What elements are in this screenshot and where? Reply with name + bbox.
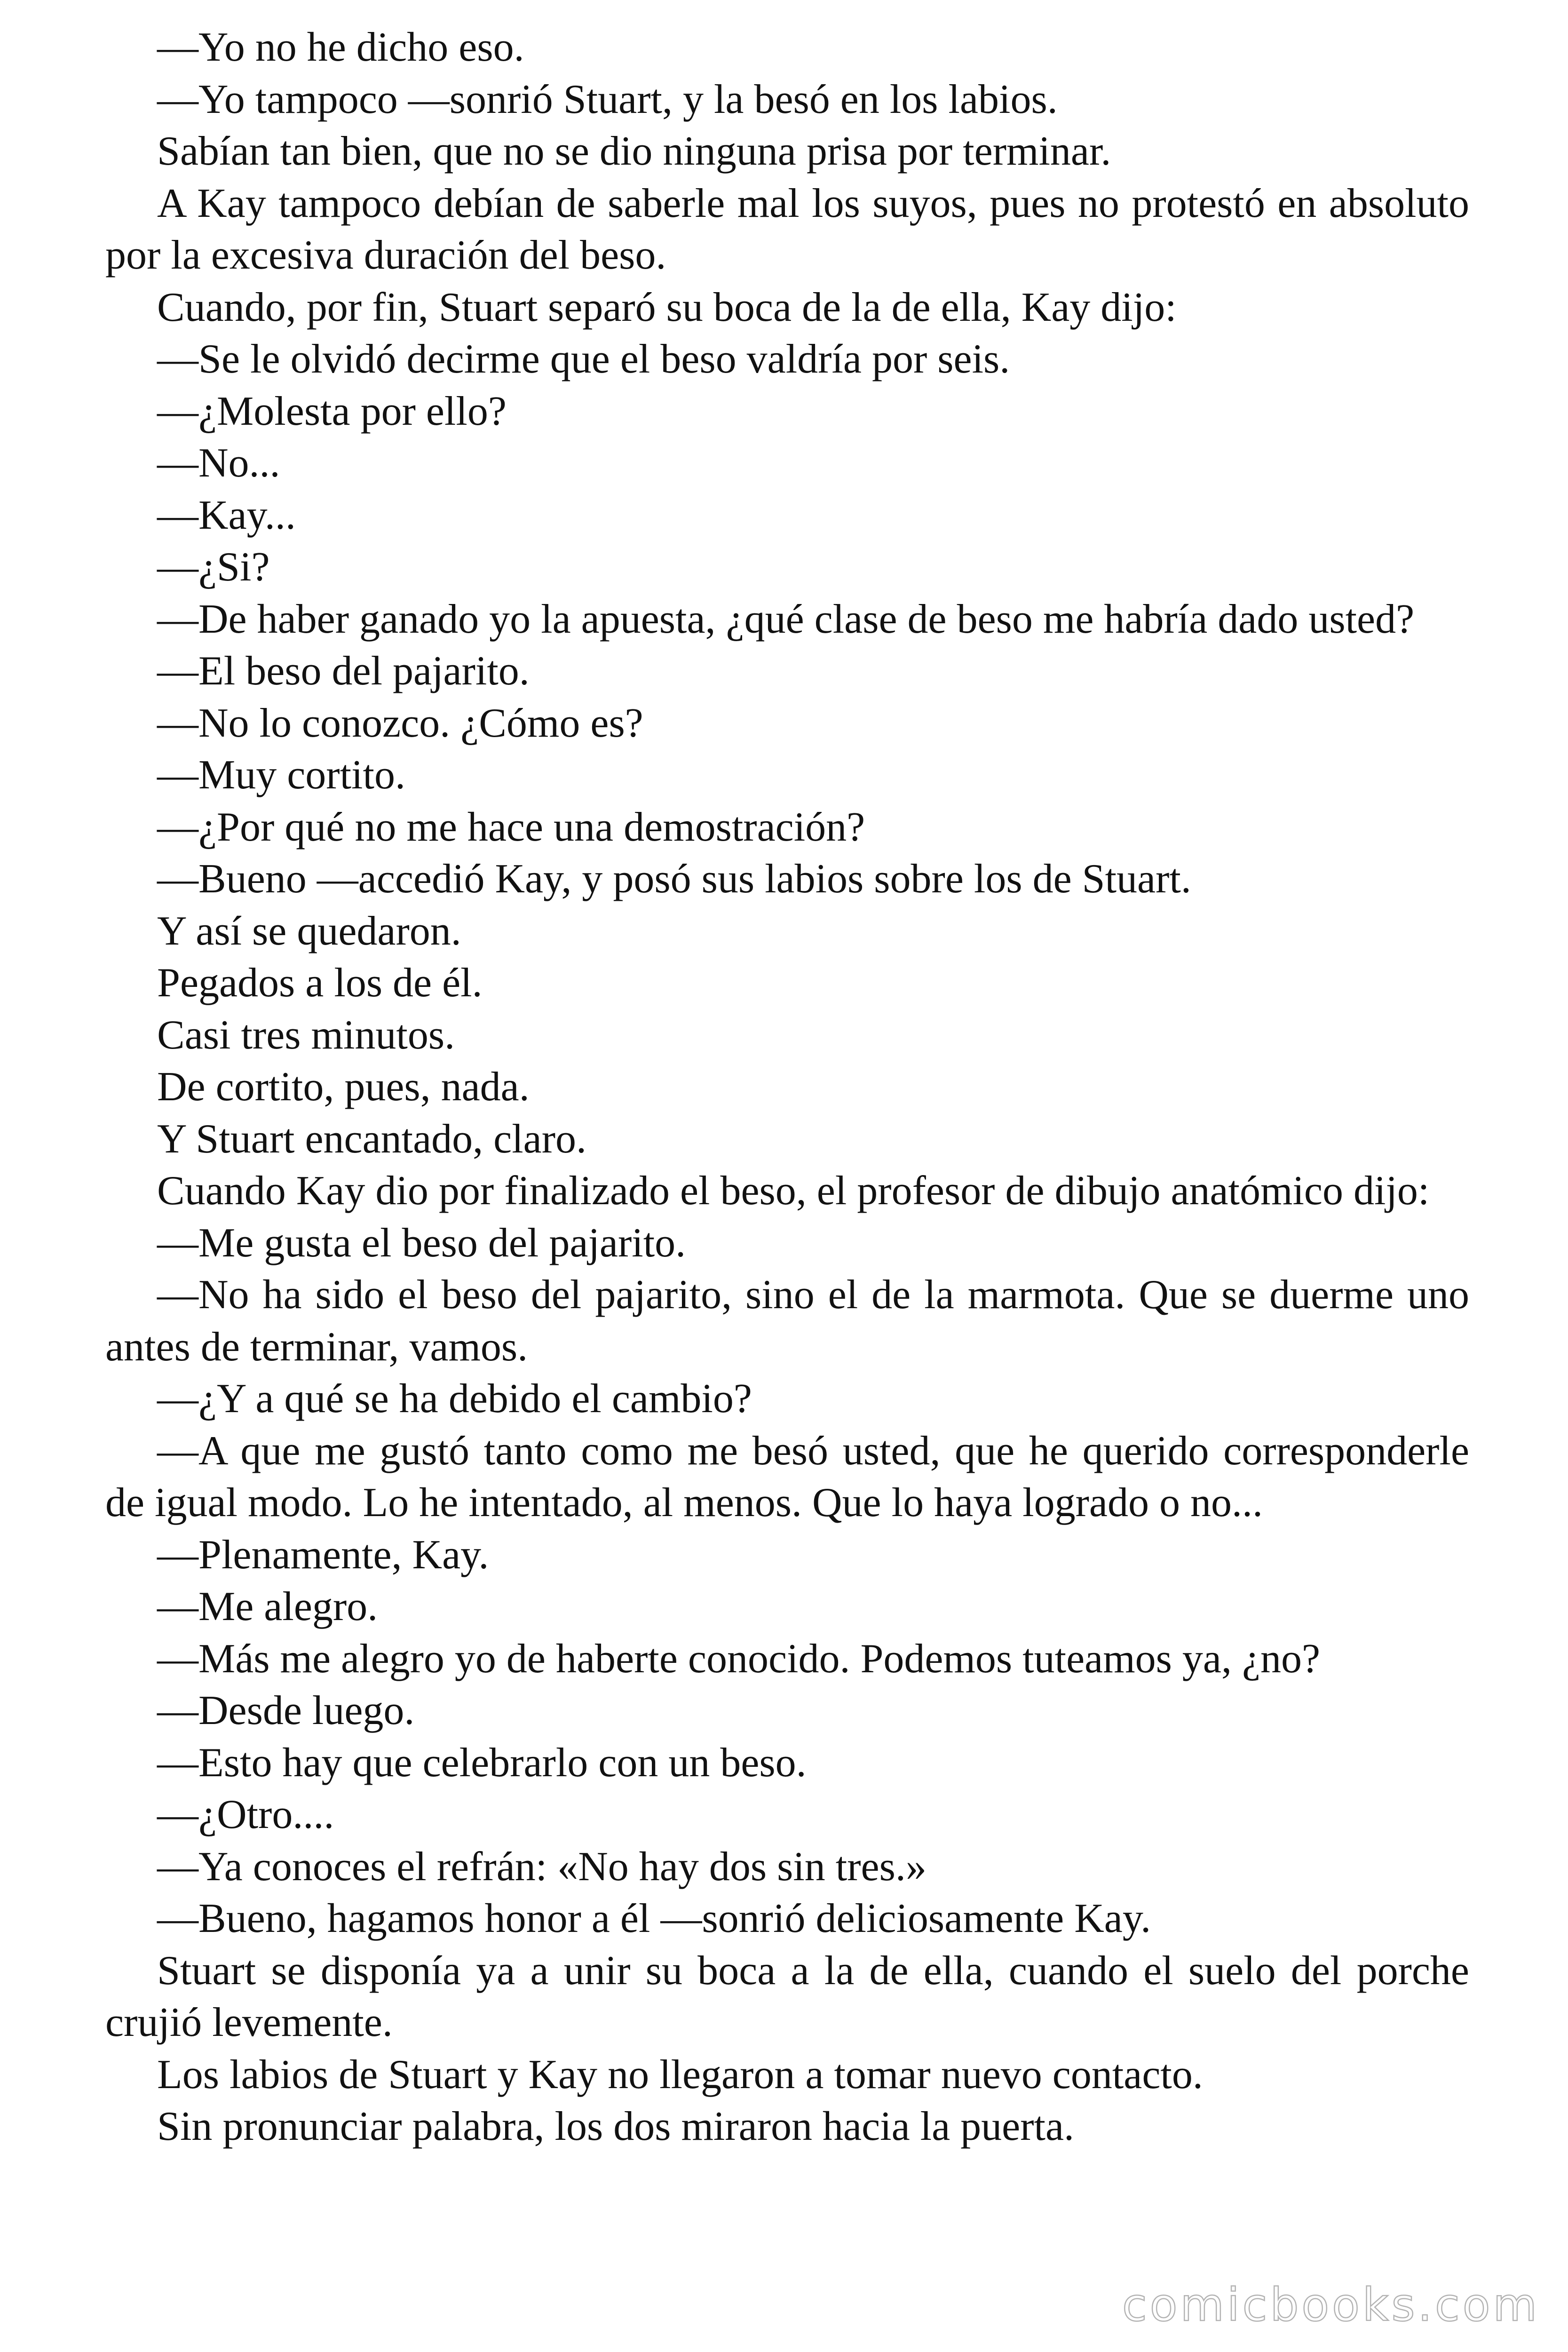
- paragraph: —¿Otro....: [157, 1792, 334, 1837]
- paragraph: —Yo tampoco —sonrió Stuart, y la besó en los labios.: [157, 76, 1058, 122]
- paragraph: —¿Si?: [157, 544, 270, 590]
- paragraph: Los labios de Stuart y Kay no llegaron a tomar nuevo contacto.: [157, 2051, 1203, 2098]
- paragraph: Casi tres minutos.: [157, 1012, 455, 1058]
- paragraph: Cuando, por fin, Stuart separó su boca de la de ella, Kay dijo:: [157, 284, 1177, 330]
- paragraph: —Esto hay que celebrarlo con un beso.: [157, 1740, 807, 1786]
- paragraph: Cuando Kay dio por finalizado el beso, el profesor de dibujo anatómico dijo:: [157, 1168, 1430, 1214]
- paragraph: —Muy cortito.: [157, 752, 405, 798]
- paragraph: —De haber ganado yo la apuesta, ¿qué clase de beso me habría dado usted?: [157, 596, 1415, 642]
- paragraph: Sabían tan bien, que no se dio ninguna prisa por terminar.: [157, 128, 1111, 174]
- paragraph: De cortito, pues, nada.: [157, 1064, 530, 1110]
- paragraph: Sin pronunciar palabra, los dos miraron hacia la puerta.: [157, 2104, 1075, 2149]
- paragraph: —Desde luego.: [157, 1688, 415, 1733]
- paragraph: —El beso del pajarito.: [157, 648, 530, 694]
- paragraph: —Bueno, hagamos honor a él —sonrió deliciosamente Kay.: [157, 1896, 1151, 1941]
- paragraph: —Me alegro.: [157, 1584, 378, 1629]
- paragraph: —Bueno —accedió Kay, y posó sus labios sobre los de Stuart.: [157, 856, 1191, 902]
- paragraph: —Se le olvidó decirme que el beso valdría por seis.: [157, 336, 1010, 382]
- paragraph: Pegados a los de él.: [157, 960, 483, 1006]
- paragraph: A Kay tampoco debían de saberle mal los suyos, pues no protestó en absoluto por la excesiva duración del beso.: [105, 180, 1469, 278]
- paragraph: —Yo no he dicho eso.: [157, 24, 524, 70]
- watermark: comicbooks.com: [1122, 2279, 1540, 2331]
- paragraph: Y Stuart encantado, claro.: [157, 1116, 587, 1162]
- paragraph: —Plenamente, Kay.: [157, 1532, 489, 1578]
- paragraph: —¿Por qué no me hace una demostración?: [157, 804, 865, 850]
- paragraph: —Me gusta el beso del pajarito.: [157, 1220, 686, 1266]
- paragraph: —¿Y a qué se ha debido el cambio?: [157, 1376, 752, 1422]
- paragraph: Y así se quedaron.: [157, 908, 461, 954]
- paragraph: —No...: [157, 440, 280, 486]
- paragraph: —No lo conozco. ¿Cómo es?: [157, 700, 643, 746]
- paragraph: Stuart se disponía ya a unir su boca a la de ella, cuando el suelo del porche crujió levemente.: [105, 1947, 1469, 2045]
- paragraph: —A que me gustó tanto como me besó usted, que he querido corresponderle de igual modo. Lo he intentado, al menos. Que lo haya logrado o no...: [105, 1428, 1469, 1526]
- paragraph: —Ya conoces el refrán: «No hay dos sin tres.»: [157, 1843, 927, 1890]
- paragraph: —Más me alegro yo de haberte conocido. Podemos tuteamos ya, ¿no?: [157, 1636, 1321, 1682]
- paragraph: —No ha sido el beso del pajarito, sino el de la marmota. Que se duerme uno antes de terminar, vamos.: [105, 1272, 1469, 1370]
- page-text-body: [105, 22, 1469, 2153]
- paragraph: —¿Molesta por ello?: [157, 388, 507, 434]
- paragraph: —Kay...: [157, 492, 296, 538]
